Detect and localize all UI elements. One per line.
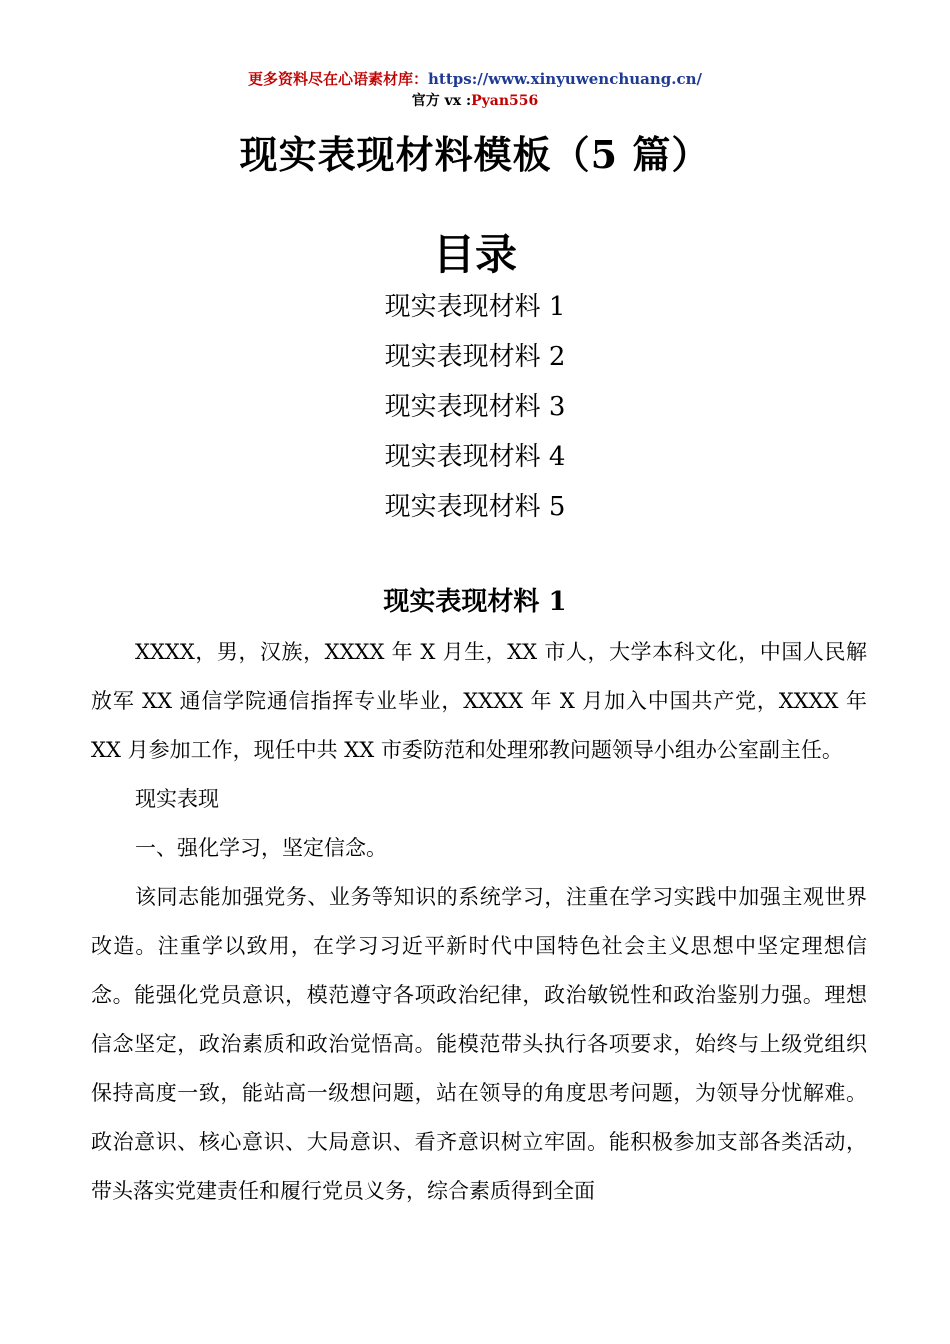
document-title: 现实表现材料模板（5 篇） (239, 132, 711, 177)
paragraph-body: 该同志能加强党务、业务等知识的系统学习，注重在学习实践中加强主观世界改造。注重学以致用，在学习习近平新时代中国特色社会主义思想中坚定理想信念。能强化党员意识，模范遵守各项政治纪律，政治敏锐性和政治鉴别力强。理想信念坚定，政治素质和政治觉悟高。能模范带头执行各项要求，始终与上级党组织保持高度一致，能站高一级想问题，站在领导的角度思考问题，为领导分忧解难。政治意识、核心意识、大局意识、看齐意识树立牢固。能积极参加支部各类活动，带头落实党建责任和履行党员义务，综合素质得到全面 (91, 885, 867, 1203)
toc-item[interactable]: 现实表现材料 5 (384, 492, 566, 522)
toc-item[interactable]: 现实表现材料 3 (384, 392, 566, 422)
promo-banner-text: 更多资料尽在心语素材库： (248, 70, 429, 88)
toc-heading: 目录 (432, 230, 517, 279)
promo-banner (0, 70, 950, 88)
toc-item[interactable]: 现实表现材料 2 (384, 342, 566, 372)
toc-item[interactable]: 现实表现材料 4 (384, 442, 566, 472)
toc-item[interactable]: 现实表现材料 1 (384, 292, 566, 322)
section-body (91, 628, 867, 1216)
promo-banner-url[interactable]: https://www.xinyuwenchuang.cn/ (428, 70, 702, 88)
table-of-contents (0, 282, 950, 532)
contact-value: Pyan556 (471, 93, 539, 109)
contact-line (0, 92, 950, 110)
contact-label: 官方 vx : (411, 93, 472, 109)
paragraph-intro: XXXX，男，汉族，XXXX 年 X 月生，XX 市人，大学本科文化，中国人民解放军 XX 通信学院通信指挥专业毕业，XXXX 年 X 月加入中国共产党，XXXX 年 XX 月参加工作，现任中共 XX 市委防范和处理邪教问题领导小组办公室副主任。 (91, 640, 867, 762)
paragraph-subheading: 现实表现 (135, 787, 219, 811)
section-title: 现实表现材料 1 (383, 587, 567, 617)
paragraph-heading-1: 一、强化学习，坚定信念。 (135, 836, 387, 860)
